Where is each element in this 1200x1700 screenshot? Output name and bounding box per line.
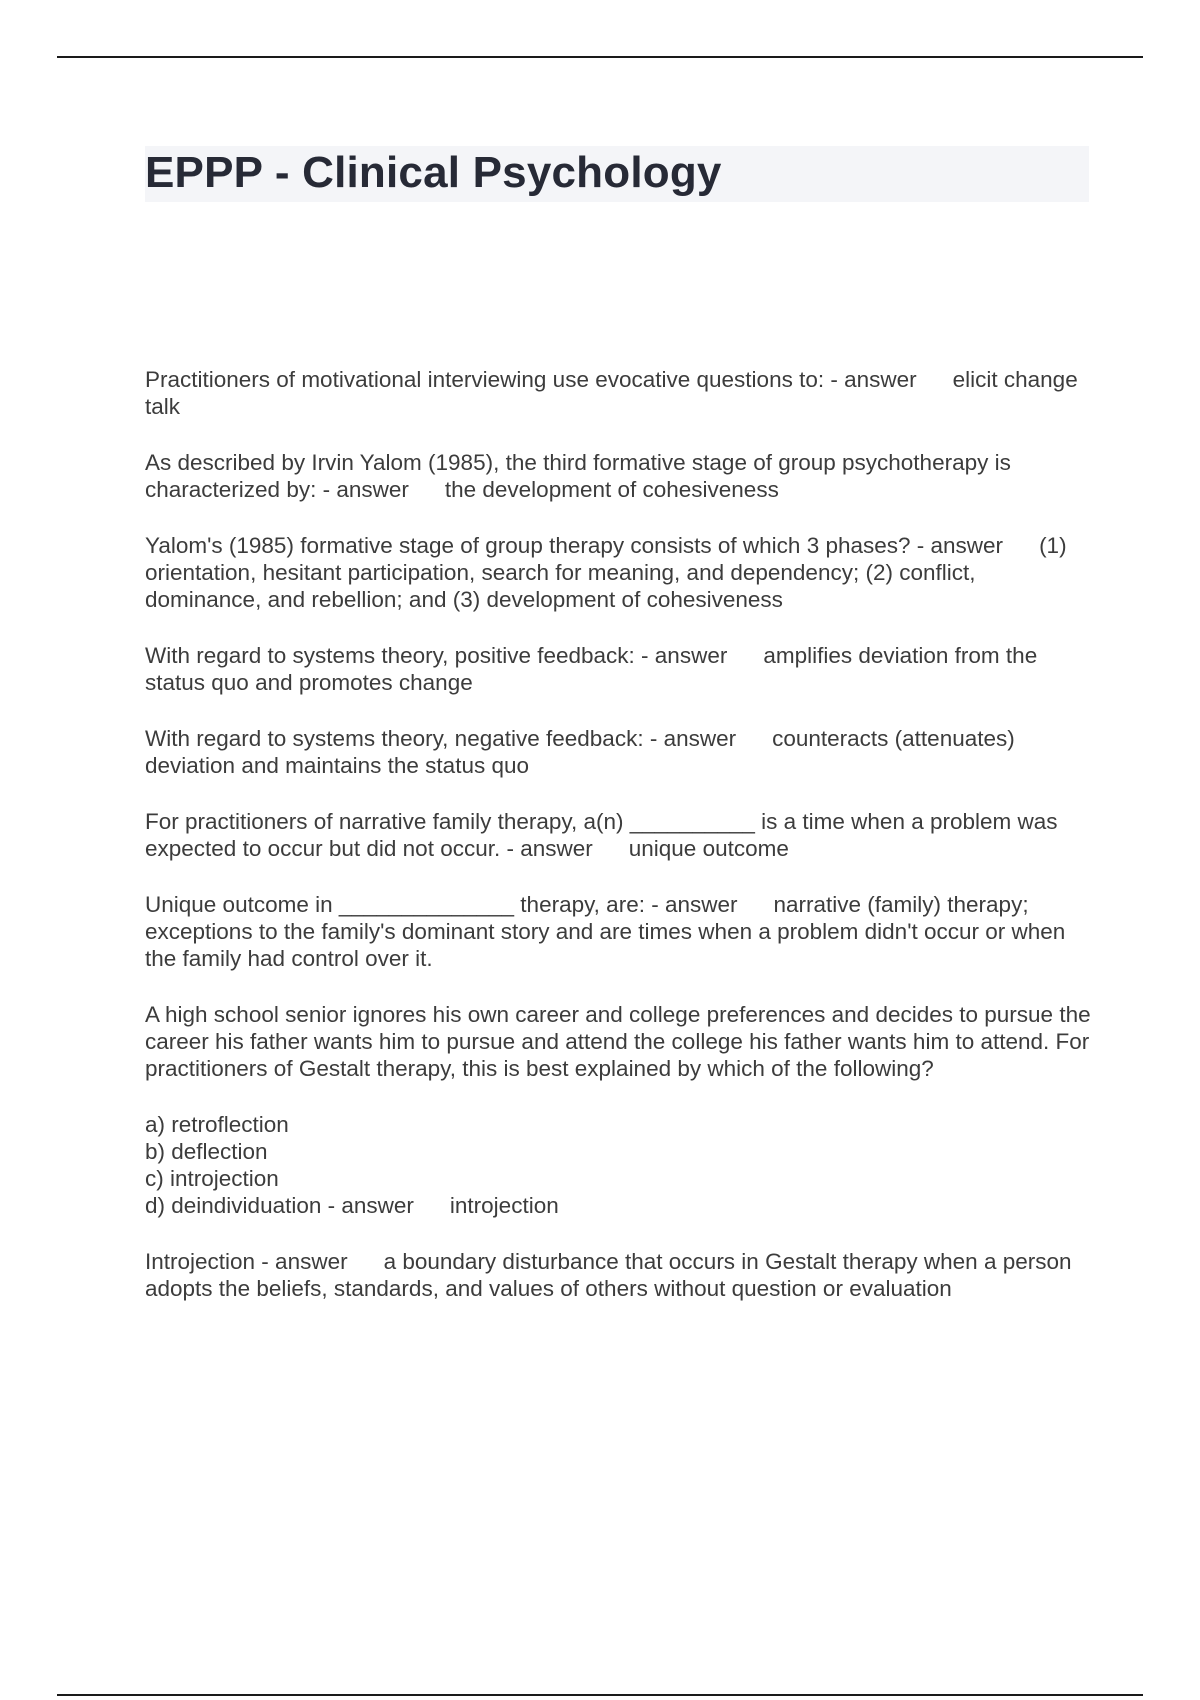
qa-item (145, 449, 1095, 503)
qa-item (145, 891, 1095, 972)
answer-text: amplifies deviation from the status quo and promotes change (145, 643, 1044, 695)
qa-item (145, 642, 1095, 696)
qa-item (145, 366, 1095, 420)
question-text: Unique outcome in ______________ therapy, are: - answer (145, 892, 738, 917)
answer-text: (1) orientation, hesitant participation, search for meaning, and dependency; (2) conflict, dominance, and rebellion; and (3) development of cohesiveness (145, 533, 1073, 612)
option-a: a) retroflection (145, 1112, 289, 1137)
answer-text: the development of cohesiveness (444, 477, 779, 502)
question-text: With regard to systems theory, positive feedback: - answer (145, 643, 728, 668)
answer-text: elicit change talk (145, 367, 1084, 419)
answer-text: introjection (449, 1193, 559, 1218)
gestalt-question-stem: A high school senior ignores his own career and college preferences and decides to pursue the career his father wants him to pursue and attend the college his father wants him to attend. For practitioners of Gestalt therapy, this is best explained by which of the following? (145, 1002, 1097, 1081)
qa-item (145, 808, 1095, 862)
answer-text: a boundary disturbance that occurs in Gestalt therapy when a person adopts the beliefs, standards, and values of others without question or evaluation (145, 1249, 1078, 1301)
bottom-rule (57, 1694, 1143, 1696)
option-b: b) deflection (145, 1139, 268, 1164)
answer-text: narrative (family) therapy; exceptions to the family's dominant story and are times when a problem didn't occur or when the family had control over it. (145, 892, 1072, 971)
question-text: Introjection - answer (145, 1249, 348, 1274)
qa-item (145, 725, 1095, 779)
qa-item (145, 532, 1095, 613)
question-text: Yalom's (1985) formative stage of group therapy consists of which 3 phases? - answer (145, 533, 1004, 558)
qa-item (145, 1248, 1095, 1302)
answer-text: unique outcome (628, 836, 789, 861)
question-text: As described by Irvin Yalom (1985), the third formative stage of group psychotherapy is characterized by: - answer (145, 450, 1018, 502)
question-text: Practitioners of motivational interviewing use evocative questions to: - answer (145, 367, 917, 392)
question-text: With regard to systems theory, negative feedback: - answer (145, 726, 737, 751)
option-d-row (145, 1192, 1095, 1219)
answer-text: counteracts (attenuates) deviation and maintains the status quo (145, 726, 1022, 778)
question-text: For practitioners of narrative family therapy, a(n) __________ is a time when a problem was expected to occur but did not occur. - answer (145, 809, 1064, 861)
top-rule (57, 56, 1143, 58)
option-c: c) introjection (145, 1166, 279, 1191)
answer-options (145, 1111, 1095, 1219)
document-body (145, 366, 1095, 1331)
option-d: d) deindividuation - answer (145, 1193, 414, 1218)
page-title: EPPP - Clinical Psychology (145, 148, 722, 197)
